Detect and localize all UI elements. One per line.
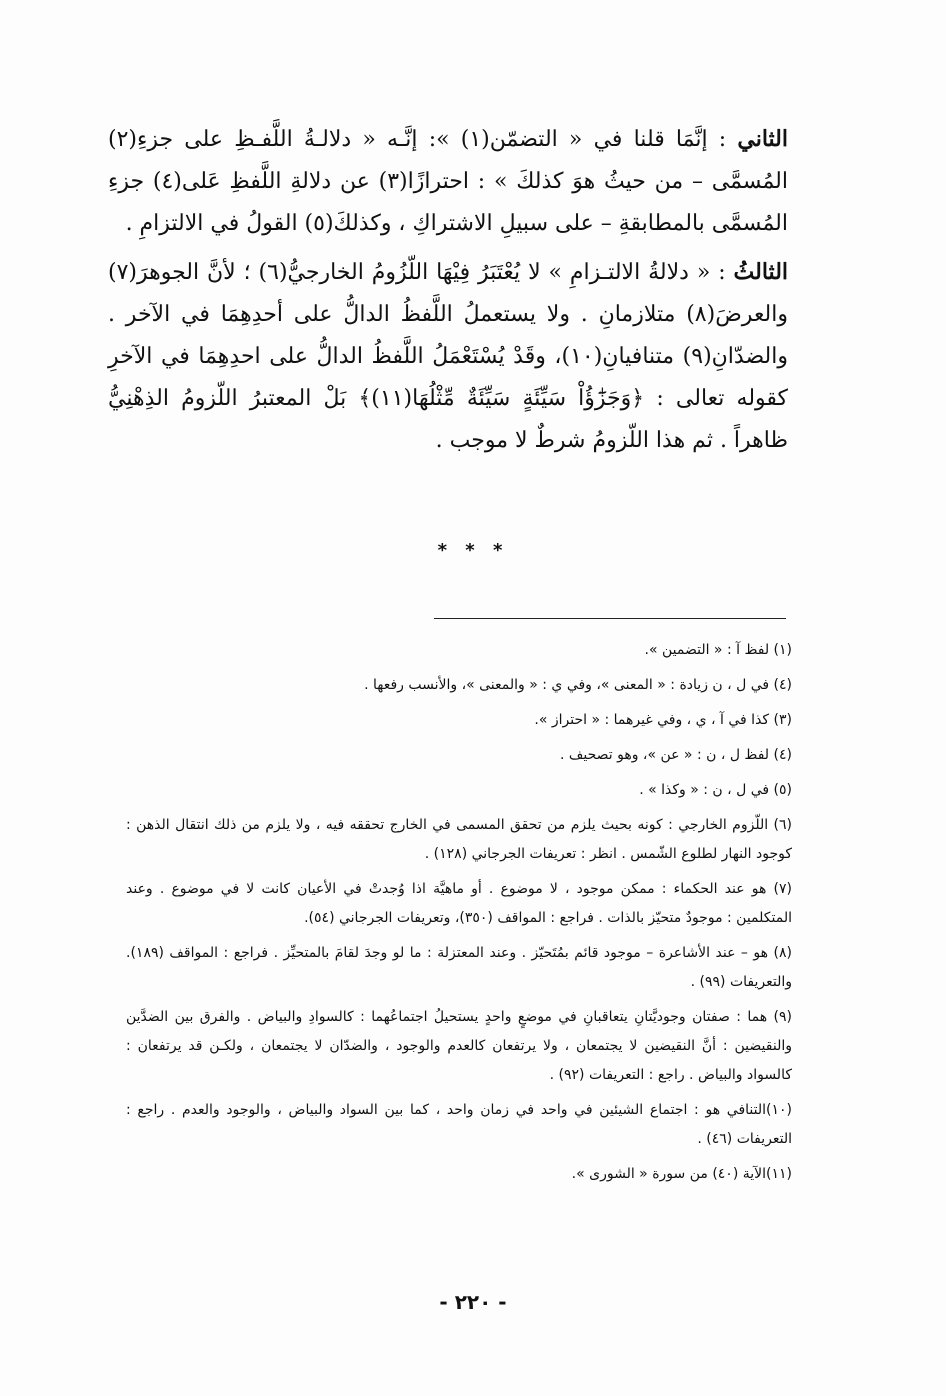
footnote-rule bbox=[434, 618, 786, 619]
paragraph-body: : إنَّمَا قلنا في « التضمّن(١) »: إنَّـه « دلالـةُ اللَّفـظِ على جزءِ(٢) المُسمَّى – من حيثُ هوَ كذلكَ » : احترازًا(٣) عن دلالةِ اللَّفظِ عَلى(٤) جزءِ المُسمَّى بالمطابقةِ – على سبيلِ الاشتراكِ ، وكذلكَ(٥) القولُ في الالتزامِ . bbox=[108, 127, 788, 236]
section-separator: * * * bbox=[437, 540, 509, 561]
footnote: (٦) اللّزوم الخارجي : كونه بحيث يلزم من تحقق المسمى في الخارج تحققه فيه ، ولا يلزم من ذلك انتقال الذهن : كوجود النهار لطلوع الشّمس . انظر : تعريفات الجرجاني (١٢٨) . bbox=[126, 817, 792, 862]
paragraph-lead: الثالثُ bbox=[733, 259, 789, 285]
footnote: (١) لفظ آ : « التضمين ». bbox=[644, 642, 792, 658]
footnotes bbox=[126, 636, 792, 1195]
paragraph-third bbox=[108, 251, 788, 462]
paragraph-lead: الثاني bbox=[737, 126, 788, 152]
footnote: (٥) في ل ، ن : « وكذا » . bbox=[639, 782, 792, 798]
footnote: (٤) لفظ ل ، ن : « عن »، وهو تصحيف . bbox=[559, 747, 792, 763]
footnote: (٧) هو عند الحكماء : ممكن موجود ، لا موضوع . أو ماهيَّة اذا وُجدتْ في الأعيان كانت لا في موضوع . وعند المتكلمين : موجودٌ متحيّز بالذات . فراجع : المواقف (٣٥٠)، وتعريفات الجرجاني (٥٤). bbox=[126, 881, 792, 926]
paragraph-second bbox=[108, 118, 788, 245]
footnote: (٤) في ل ، ن زيادة : « المعنى »، وفي ي : « والمعنى »، والأنسب رفعها . bbox=[364, 677, 792, 693]
footnote: (٣) كذا في آ ، ي ، وفي غيرهما : « احتراز ». bbox=[534, 712, 792, 728]
footnote: (٨) هو – عند الأشاعرة – موجود قائم بمُتَحيّز . وعند المعتزلة : ما لو وجدَ لقامَ بالمتحيِّز . فراجع : المواقف (١٨٩). والتعريفات (٩٩) . bbox=[126, 945, 792, 990]
paragraph-body: : « دلالةُ الالتـزامِ » لا يُعْتَبَرُ فِيْهَا اللّزُومُ الخارجيُّ(٦) ؛ لأنَّ الجوهرَ(٧) والعرضَ(٨) متلازمانِ . ولا يستعملُ اللَّفظُ الدالُّ على أحدِهِمَا في الآخر . والضدّانِ(٩) متنافيانِ(١٠)، وقَدْ يُسْتَعْمَلُ اللَّفظُ الدالُّ على احدِهِمَا في الآخرِ كقوله تعالى : ﴿وَجَزَٰٓؤُاْ سَيِّئَةٍ سَيِّئَةٌ مِّثْلُهَا(١١)﴾ بَلْ المعتبرُ اللّزومُ الذِهْنِيُّ ظاهراً . ثم هذا اللّزومُ شرطٌ لا موجب . bbox=[108, 260, 789, 453]
main-text bbox=[108, 118, 788, 468]
footnote: (٩) هما : صفتان وجوديَّتانِ يتعاقبانِ في موضعٍ واحدٍ يستحيلُ اجتماعُهما : كالسوادِ والبياض . والفرق بين الضدَّين والنقيضين : أنَّ النقيضين لا يجتمعان ، ولا يرتفعان كالعدم والوجود ، والضدّان لا يجتمعان ، ولكـن قد يرتفعان : كالسواد والبياض . راجع : التعريفات (٩٢) . bbox=[126, 1009, 792, 1083]
page-number: - ٢٢٠ - bbox=[439, 1290, 507, 1314]
footnote: (١٠)التنافي هو : اجتماع الشيئين في واحد في زمان واحد ، كما بين السواد والبياض ، والوجود والعدم . راجع : التعريفات (٤٦) . bbox=[126, 1102, 792, 1147]
footnote: (١١)الآية (٤٠) من سورة « الشورى ». bbox=[571, 1166, 792, 1182]
